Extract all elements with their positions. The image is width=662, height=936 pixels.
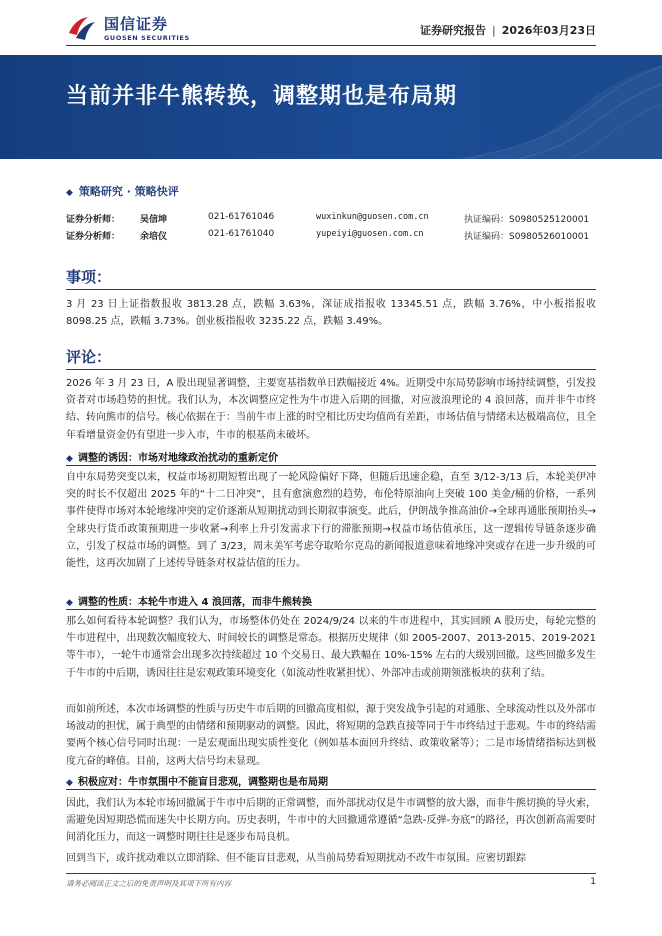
events-heading: 事项： [66, 268, 112, 286]
subheading-text: 调整的诱因：市场对地缘政治扰动的重新定价 [78, 453, 278, 464]
analyst-name: 吴信坤 [140, 215, 168, 225]
category-label: 策略研究 · 策略快评 [78, 185, 179, 198]
diamond-icon: ◆ [66, 188, 73, 198]
guosen-logo-icon [66, 13, 98, 43]
diamond-icon: ◆ [66, 778, 73, 788]
page-number: 1 [590, 877, 596, 887]
analyst-phone: 021-61761046 [208, 212, 275, 222]
comment-rule [66, 369, 596, 370]
analyst-license: 执证编码：S0980526010001 [464, 232, 590, 242]
trigger-body: 自中东局势突变以来，权益市场初期短暂出现了一轮风险偏好下降，但随后迅速企稳，直至 3/12-3/13 后，本轮美伊冲突的时长不仅超出 2025 年的“十二日冲突”，且有愈演愈烈的趋势，布伦特原油向上突破 100 美金/桶的价格，一系列事件使得市场对本轮地缘冲突的定价逐渐从短期扰动到长期叙事演变。此后，伊朗战争推高油价→全球再通胀预期抬头→全球央行货币政策预期进一步收紧→利率上升引发需求下行的滞胀预期→权益市场估值承压，这一逻辑传导链条逐步确立，引发了权益市场的调整。到了 3/23，周末美军考虑夺取哈尔克岛的新闻报道意味着地缘冲突或存在进一步升级的可能性，这再次加剧了上述传导链条对权益估值的压力。 [66, 472, 596, 570]
subheading-text: 积极应对：牛市氛围中不能盲目悲观，调整期也是布局期 [78, 777, 328, 788]
diamond-icon: ◆ [66, 454, 73, 464]
footer-divider [66, 873, 596, 874]
analyst-email[interactable]: wuxinkun@guosen.com.cn [316, 212, 429, 222]
brand-name: 国信证券 [104, 15, 169, 33]
report-title: 当前并非牛熊转换，调整期也是布局期 [66, 84, 458, 109]
analyst-row [66, 229, 596, 246]
analyst-table [66, 212, 596, 246]
subheading-rule [66, 609, 596, 610]
analyst-name: 余培仪 [140, 232, 168, 242]
subheading-nature [66, 593, 596, 608]
report-date: 2026年03月23日 [501, 24, 596, 37]
subheading-text: 调整的性质：本轮牛市进入 4 浪回落，而非牛熊转换 [78, 597, 312, 608]
brand-name-en: GUOSEN SECURITIES [104, 34, 190, 42]
page-header [0, 0, 662, 55]
events-rule [66, 289, 596, 290]
nature-body-1: 那么如何看待本轮调整？我们认为，市场整体仍处在 2024/9/24 以来的牛市进程中，其实回顾 A 股历史，每轮完整的牛市进程中，出现数次幅度较大、时间较长的调整是常态。根据历史规律（如 2005-2007、2013-2015、2019-2021 等牛市），一轮牛市通常会出现多次持续超过 10 个交易日、最大跌幅在 10%-15% 左右的大级别回撤。这些回撤多发生于牛市的中后期，诱因往往是宏观政策环境变化（如流动性收紧担忧）、外部冲击或前期领涨板块的获利了结。 [66, 616, 596, 679]
header-separator: | [492, 24, 496, 37]
analyst-phone: 021-61761040 [208, 229, 275, 239]
diamond-icon: ◆ [66, 598, 73, 608]
subheading-response [66, 773, 596, 788]
response-body-1: 因此，我们认为本轮市场回撤属于牛市中后期的正常调整，而外部扰动仅是牛市调整的放大器，而非牛熊切换的导火索，需避免因短期恐慌而迷失中长期方向。历史表明，牛市中的大回撤通常遵循“急跌-反弹-夯底”的路径，再次创新高需要时间消化压力，而这一调整时期往往是逐步布局良机。 [66, 798, 596, 844]
report-meta [420, 22, 596, 38]
report-category [66, 183, 179, 199]
report-type: 证券研究报告 [420, 24, 487, 37]
comment-intro: 2026 年 3 月 23 日，A 股出现显著调整，主要宽基指数单日跌幅接近 4%。近期受中东局势影响市场持续调整，引发投资者对市场趋势的担忧。我们认为，本次调整应定性为牛市进入后期的回撤，对应波浪理论的 4 浪回落，而并非牛市终结、转向熊市的信号。核心依据在于：当前牛市上涨的时空相比历史均值尚有差距，市场估值与情绪未达极端高位，且全年看增量资金仍有望进一步入市，牛市的根基尚未破坏。 [66, 378, 596, 441]
response-body-2: 回到当下，或许扰动难以立即消除、但不能盲目悲观，从当前局势看短期扰动不改牛市氛围。应密切跟踪 [66, 853, 526, 864]
analyst-license: 执证编码：S0980525120001 [464, 215, 590, 225]
header-divider [66, 45, 596, 46]
comment-heading: 评论： [66, 348, 112, 366]
nature-body-2: 而如前所述，本次市场调整的性质与历史牛市后期的回撤高度相似，源于突发战争引起的对通胀、全球流动性以及外部市场波动的担忧，属于典型的由情绪和预期驱动的调整。因此，将短期的急跌直接等同于牛市终结过于悲观。牛市的终结需要两个核心信号同时出现：一是宏观面出现实质性变化（例如基本面回升终结、政策收紧等）；二是市场情绪指标达到极度亢奋的峰值。目前，这两大信号均未显现。 [66, 704, 596, 767]
analyst-label: 证券分析师： [66, 215, 121, 225]
subheading-rule [66, 789, 596, 790]
analyst-row [66, 212, 596, 229]
subheading-rule [66, 465, 596, 466]
events-body: 3 月 23 日上证指数报收 3813.28 点，跌幅 3.63%，深证成指报收 13345.51 点，跌幅 3.76%，中小板指报收 8098.25 点，跌幅 3.73%。创业板指报收 3235.22 点，跌幅 3.49%。 [66, 299, 596, 328]
analyst-label: 证券分析师： [66, 232, 121, 242]
title-banner [0, 55, 662, 159]
footer-disclaimer: 请务必阅读正文之后的免责声明及其项下所有内容 [66, 879, 231, 888]
analyst-email[interactable]: yupeiyi@guosen.com.cn [316, 229, 424, 239]
subheading-trigger [66, 449, 596, 464]
